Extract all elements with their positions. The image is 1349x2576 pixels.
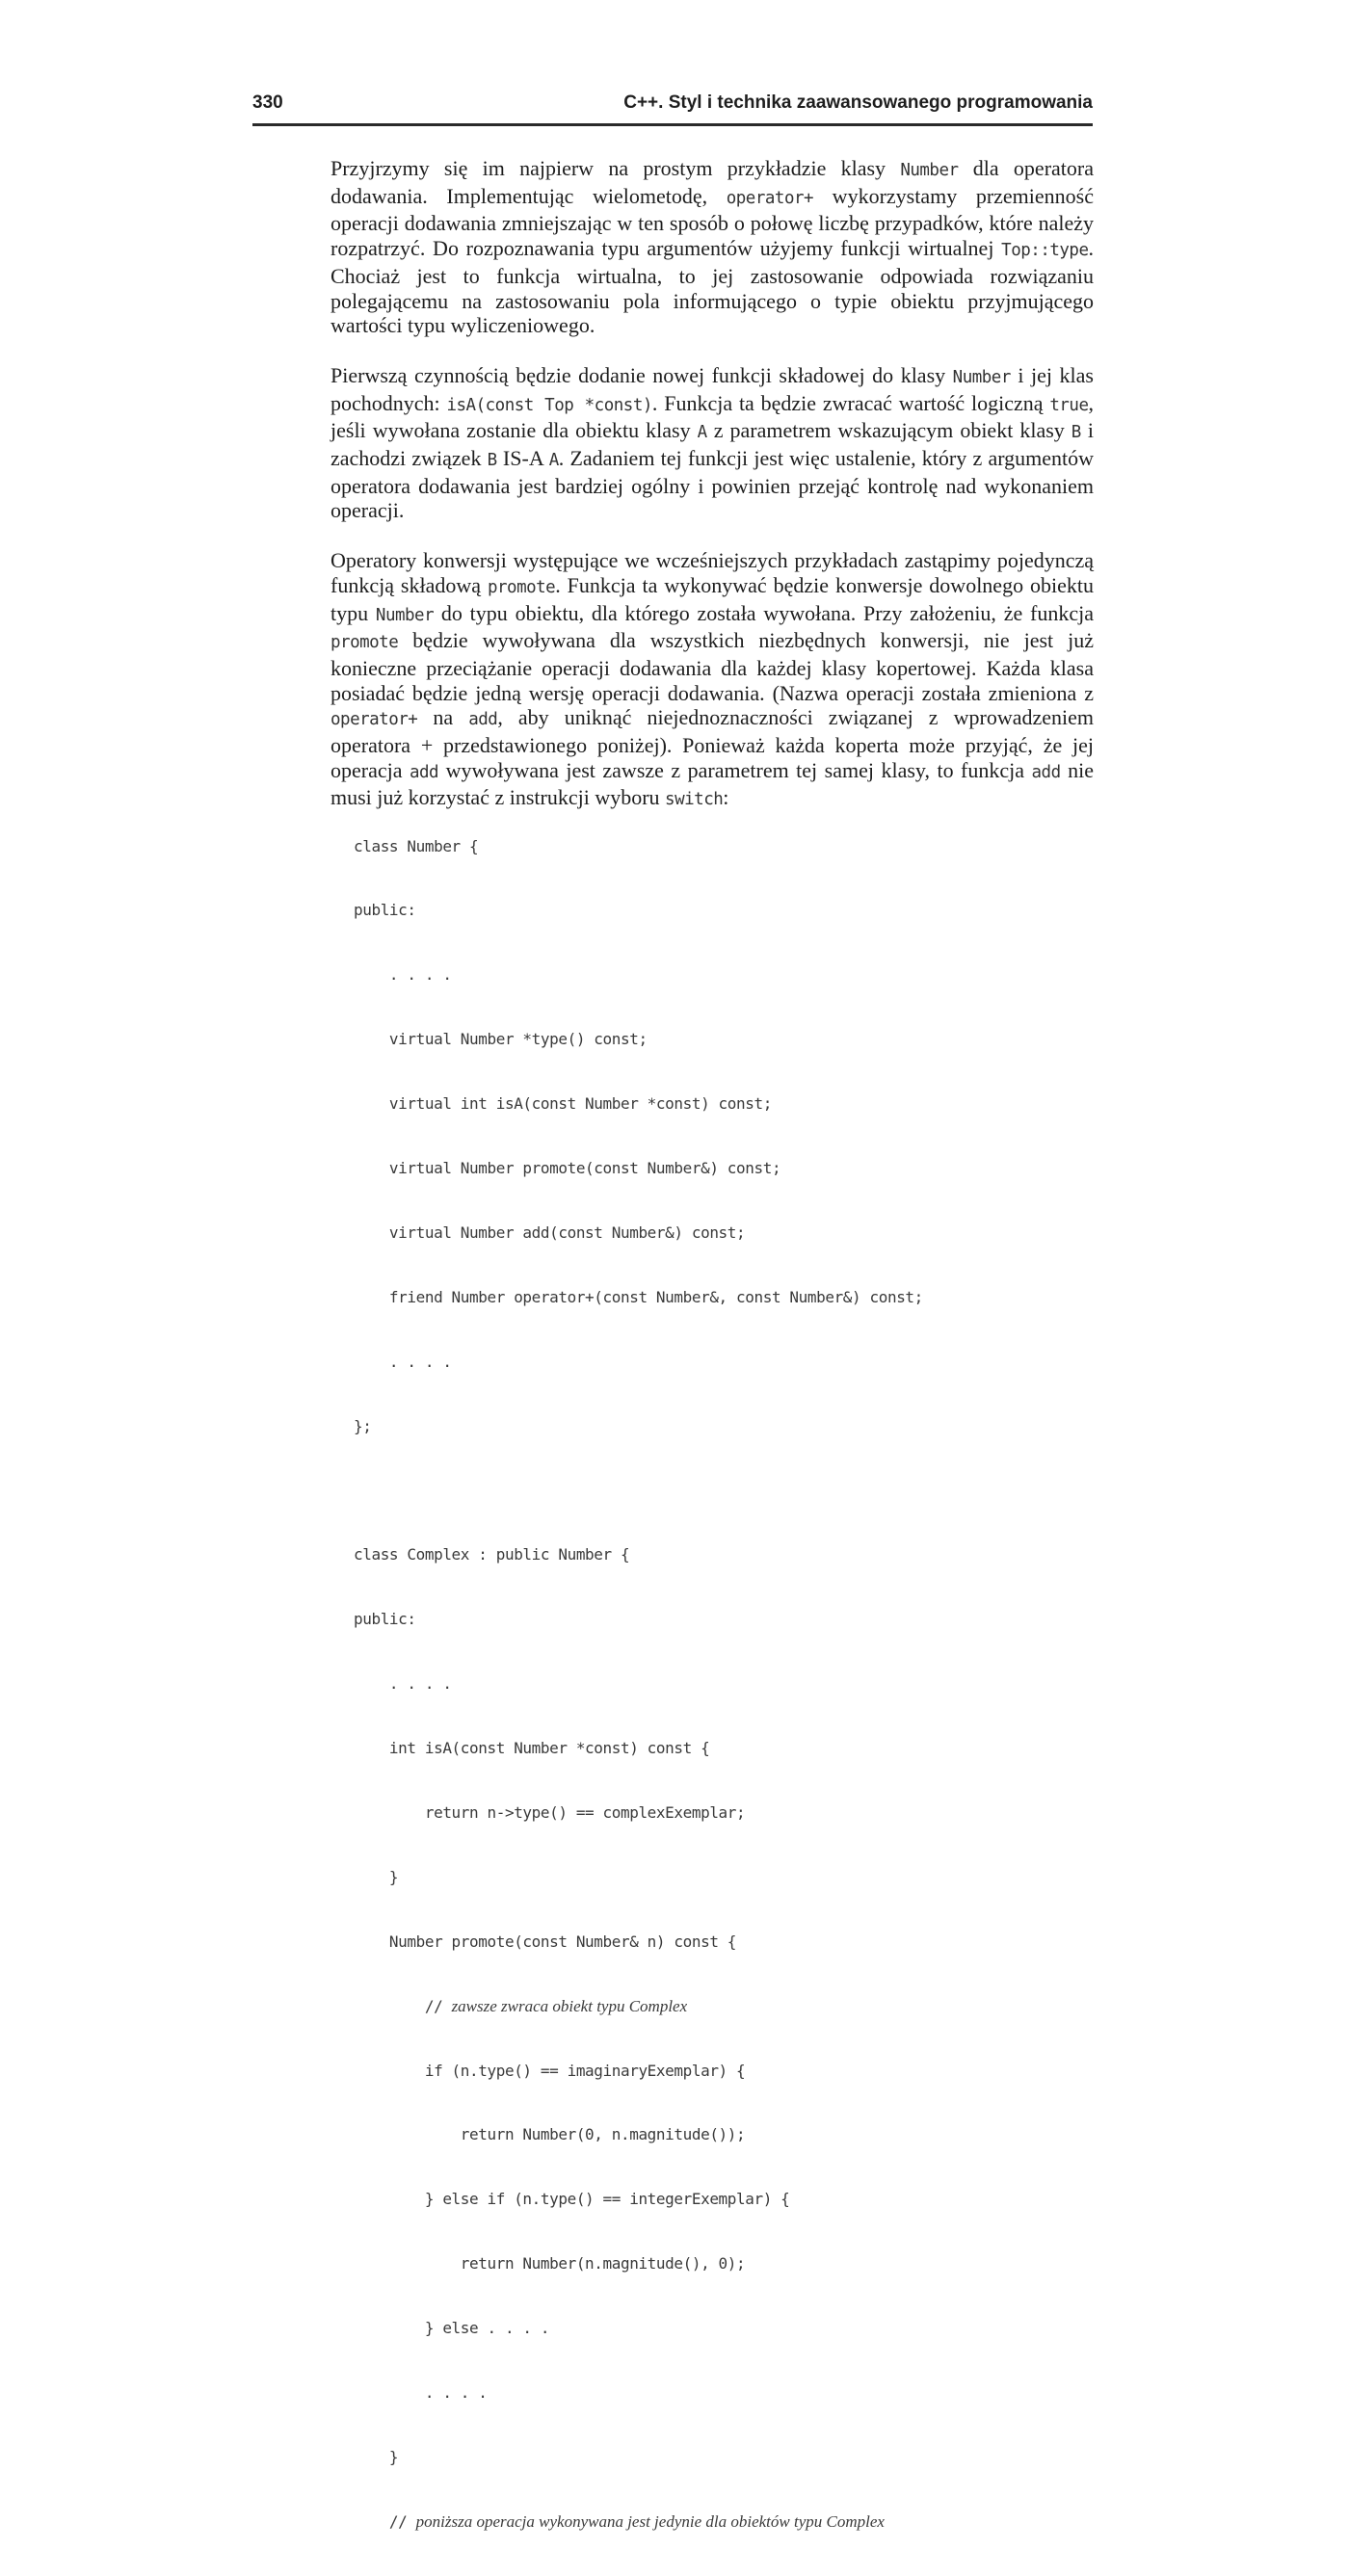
- inline-code: add: [468, 710, 498, 730]
- code-line: if (n.type() == imaginaryExemplar) {: [354, 2061, 746, 2080]
- text-run: dla operatora dodawania. Implementując wielometodę,: [331, 156, 1094, 208]
- paragraph-1: [331, 156, 1094, 338]
- code-line: [354, 1481, 1086, 1502]
- code-line: . . . .: [354, 2382, 488, 2402]
- text-run: nie musi już korzystać z instrukcji wyboru: [331, 757, 1094, 810]
- code-listing: [354, 793, 1086, 2576]
- code-line: virtual Number promote(const Number&) const;: [354, 1159, 781, 1178]
- code-line: return Number(0, n.magnitude());: [354, 2125, 746, 2144]
- inline-code: add: [409, 762, 439, 782]
- comment-marker: //: [354, 2511, 416, 2531]
- code-comment-line: [354, 2511, 1086, 2533]
- text-run: IS-A: [496, 446, 549, 471]
- text-run: . Chociaż jest to funkcja wirtualna, to jej zastosowanie odpowiada rozwiązaniu polegającemu na zastosowaniu pola informującego o typie obiektu przyjmującego wartości typu wyliczeniowego.: [331, 236, 1094, 338]
- text-run: i zachodzi związek: [331, 418, 1094, 471]
- code-line: class Complex : public Number {: [354, 1545, 630, 1564]
- code-line: };: [354, 1416, 372, 1435]
- code-line: public:: [354, 901, 416, 920]
- text-run: :: [723, 785, 729, 810]
- inline-code: Number: [952, 367, 1011, 387]
- text-run: Przyjrzymy się im najpierw na prostym przykładzie klasy: [331, 156, 901, 180]
- inline-code: switch: [665, 790, 724, 810]
- text-run: , jeśli wywołana zostanie dla obiektu klasy: [331, 390, 1094, 443]
- text-run: z parametrem wskazującym obiekt klasy: [706, 418, 1071, 443]
- inline-code: Number: [375, 605, 435, 625]
- page-number: 330: [252, 92, 283, 113]
- code-comment-line: [354, 1996, 1086, 2017]
- code-line: int isA(const Number *const) const {: [354, 1739, 710, 1758]
- text-run: wywoływana jest zawsze z parametrem tej samej klasy, to funkcja: [438, 757, 1032, 782]
- inline-code: A: [697, 423, 707, 443]
- code-comment: poniższa operacja wykonywana jest jedynie dla obiektów typu Complex: [415, 2511, 885, 2531]
- paragraph-2: [331, 363, 1094, 523]
- text-run: , aby uniknąć niejednoznaczności związanej z wprowadzeniem operatora + przedstawionego poniżej). Ponieważ każda koperta może przyjąć, że jej operacja: [331, 705, 1094, 782]
- inline-code: operator+: [331, 710, 418, 730]
- inline-code: add: [1031, 762, 1061, 782]
- text-run: . Funkcja ta wykonywać będzie konwersje dowolnego obiektu typu: [331, 572, 1095, 625]
- text-run: Pierwszą czynnością będzie dodanie nowej funkcji składowej do klasy: [331, 362, 953, 387]
- text-run: na: [417, 705, 469, 730]
- code-line: . . . .: [354, 1674, 452, 1694]
- code-line: . . . .: [354, 1352, 452, 1371]
- inline-code: promote: [331, 633, 399, 653]
- code-line: virtual Number *type() const;: [354, 1030, 648, 1049]
- code-line: return Number(n.magnitude(), 0);: [354, 2254, 746, 2274]
- code-comment: zawsze zwraca obiekt typu Complex: [451, 1996, 688, 2015]
- inline-code: B: [1071, 423, 1081, 443]
- comment-marker: //: [354, 1996, 452, 2015]
- text-run: . Funkcja ta będzie zwracać wartość logiczną: [651, 390, 1050, 415]
- code-line: virtual int isA(const Number *const) const;: [354, 1094, 772, 1114]
- code-line: class Number {: [354, 836, 479, 855]
- code-line: }: [354, 1867, 399, 1886]
- inline-code: true: [1049, 395, 1089, 415]
- code-line: return n->type() == complexExemplar;: [354, 1802, 746, 1822]
- inline-code: operator+: [726, 188, 814, 208]
- text-run: . Zadaniem tej funkcji jest więc ustalenie, który z argumentów operatora dodawania jest bardziej ogólny i powinien przejąć kontrolę nad wykonaniem operacji.: [331, 446, 1095, 523]
- code-line: } else . . . .: [354, 2319, 550, 2338]
- text-run: Operatory konwersji występujące we wcześniejszych przykładach zastąpimy pojedynczą funkcją składową: [331, 548, 1094, 597]
- code-line: }: [354, 2447, 399, 2466]
- code-line: friend Number operator+(const Number&, const Number&) const;: [354, 1287, 923, 1306]
- text-run: i jej klas pochodnych:: [331, 362, 1094, 415]
- code-line: . . . .: [354, 965, 452, 985]
- body-text: [331, 156, 1094, 838]
- inline-code: Number: [900, 161, 959, 180]
- page-header: [252, 92, 1093, 126]
- code-line: virtual Number add(const Number&) const;: [354, 1222, 746, 1242]
- inline-code: A: [548, 451, 559, 471]
- running-title: C++. Styl i technika zaawansowanego programowania: [623, 92, 1093, 113]
- inline-code: Top::type: [1001, 241, 1089, 261]
- paragraph-3: [331, 548, 1094, 813]
- inline-code: isA(const Top *const): [446, 395, 652, 415]
- text-run: będzie wywoływana dla wszystkich niezbędnych konwersji, nie jest już konieczne przeciążanie operacji dodawania dla każdej klasy kopertowej. Każda klasa posiadać będzie jedną wersję operacji dodawania. (Nazwa operacji została zmieniona z: [331, 628, 1094, 705]
- code-line: } else if (n.type() == integerExemplar) {: [354, 2190, 790, 2209]
- code-line: Number promote(const Number& n) const {: [354, 1932, 737, 1951]
- code-line: public:: [354, 1610, 416, 1629]
- text-run: do typu obiektu, dla którego została wywołana. Przy założeniu, że funkcja: [434, 600, 1094, 625]
- text-run: wykorzystamy przemienność operacji dodawania zmniejszając w ten sposób o połowę liczbę przypadków, które należy rozpatrzyć. Do rozpoznawania typu argumentów użyjemy funkcji wirtualnej: [331, 183, 1095, 261]
- inline-code: promote: [487, 577, 556, 597]
- inline-code: B: [487, 451, 497, 471]
